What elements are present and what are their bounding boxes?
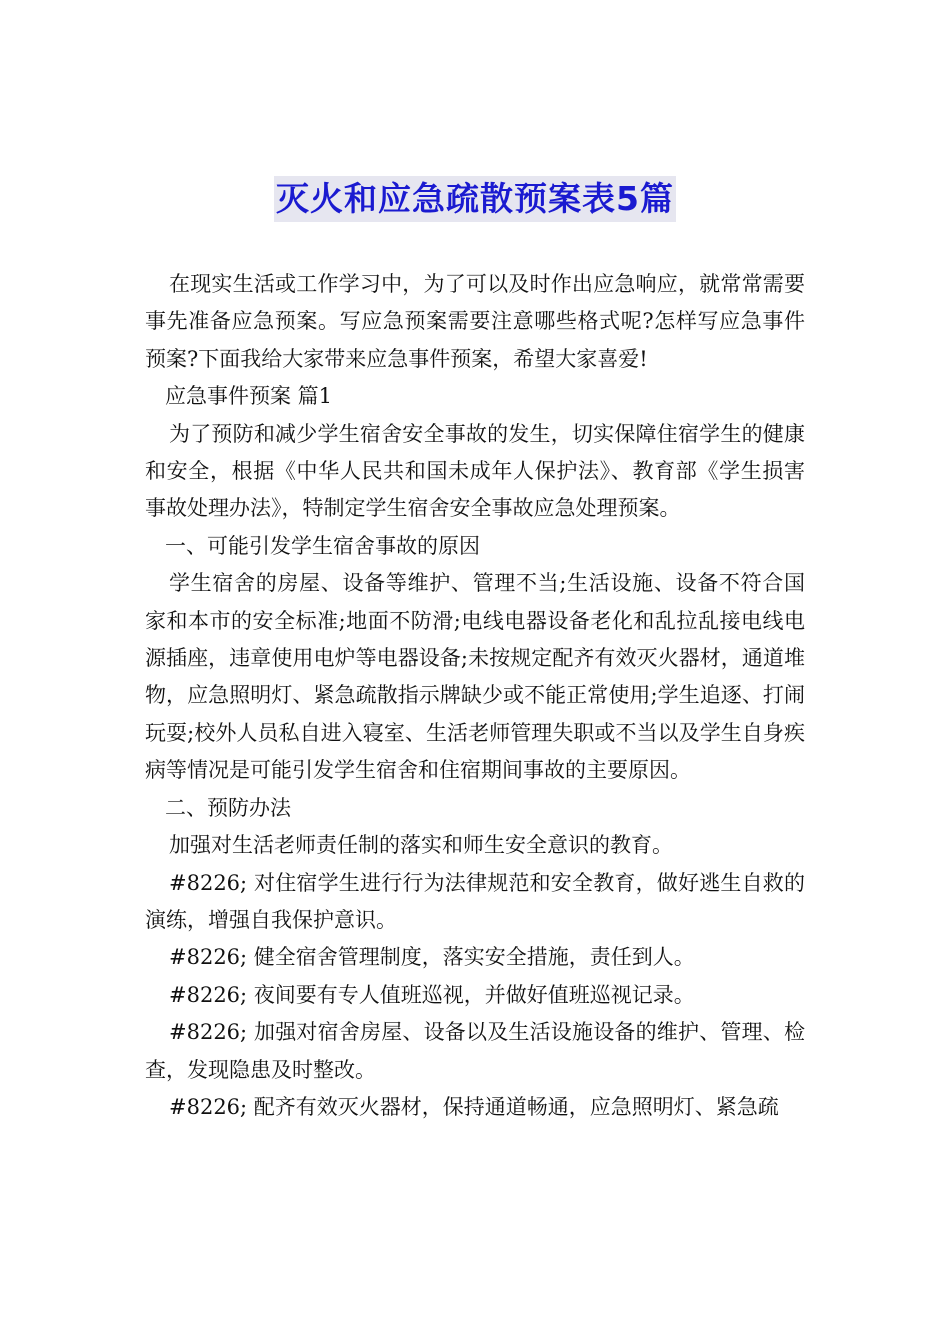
bullet-paragraph: #8226; 对住宿学生进行行为法律规范和安全教育，做好逃生自救的演练，增强自我保护意识。	[145, 870, 805, 932]
intro-paragraph: 在现实生活或工作学习中，为了可以及时作出应急响应，就常常需要事先准备应急预案。写应急预案需要注意哪些格式呢?怎样写应急事件预案?下面我给大家带来应急事件预案，希望大家喜爱!	[145, 272, 805, 371]
document-body	[145, 266, 805, 1126]
section-heading: 一、可能引发学生宿舍事故的原因	[165, 533, 480, 558]
bullet-paragraph: #8226; 夜间要有专人值班巡视，并做好值班巡视记录。	[169, 982, 695, 1007]
bullet-paragraph: #8226; 健全宿舍管理制度，落实安全措施，责任到人。	[169, 945, 695, 970]
bullet-paragraph: #8226; 加强对宿舍房屋、设备以及生活设施设备的维护、管理、检查，发现隐患及时整改。	[145, 1020, 805, 1082]
title-container	[145, 176, 805, 222]
bullet-paragraph: #8226; 配齐有效灭火器材，保持通道畅通，应急照明灯、紧急疏	[169, 1094, 779, 1119]
body-paragraph: 加强对生活老师责任制的落实和师生安全意识的教育。	[169, 833, 673, 858]
document-title: 灭火和应急疏散预案表5篇	[274, 176, 676, 222]
section-heading: 二、预防办法	[165, 795, 291, 820]
section-heading: 应急事件预案 篇1	[165, 384, 333, 409]
body-paragraph: 为了预防和减少学生宿舍安全事故的发生，切实保障住宿学生的健康和安全，根据《中华人民共和国未成年人保护法》、教育部《学生损害事故处理办法》，特制定学生宿舍安全事故应急处理预案。	[145, 421, 805, 521]
body-paragraph: 学生宿舍的房屋、设备等维护、管理不当;生活设施、设备不符合国家和本市的安全标准;地面不防滑;电线电器设备老化和乱拉乱接电线电源插座，违章使用电炉等电器设备;未按规定配齐有效灭火器材，通道堆物，应急照明灯、紧急疏散指示牌缺少或不能正常使用;学生追逐、打闹玩耍;校外人员私自进入寝室、生活老师管理失职或不当以及学生自身疾病等情况是可能引发学生宿舍和住宿期间事故的主要原因。	[145, 571, 805, 783]
